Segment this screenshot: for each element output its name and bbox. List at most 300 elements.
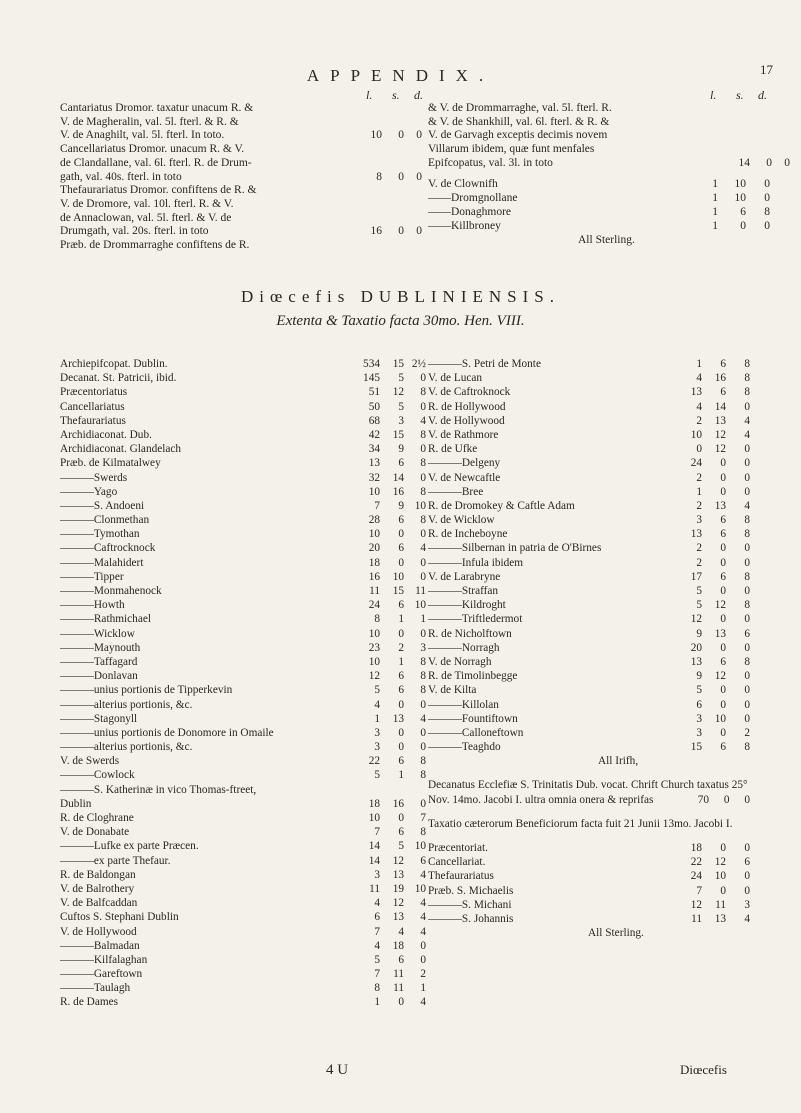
ledger-left-row-pounds: 18 <box>368 797 380 810</box>
ledger-right-row-pounds: 3 <box>696 726 702 739</box>
ledger-left-row-pence: 10 <box>414 499 426 512</box>
top-left-line-text: Præb. de Drommarraghe confiftens de R. <box>60 239 250 252</box>
ledger-left-row <box>60 485 430 499</box>
ledger-left-row <box>60 428 430 442</box>
ledger-right-row-text: ———Bree <box>428 485 484 498</box>
ledger-left-row-pounds: 5 <box>374 769 380 782</box>
ledger-left-row-text: R. de Cloghrane <box>60 812 134 824</box>
ledger-right-row-pounds: 10 <box>690 428 702 441</box>
ledger-left-row-shillings: 12 <box>392 386 404 399</box>
ledger-right-row-text: ———Infula ibidem <box>428 556 524 569</box>
ledger-right-row-pounds: 5 <box>696 684 702 697</box>
ledger-left-row-pence: 0 <box>420 741 426 754</box>
ledger-right-row-shillings: 12 <box>714 428 726 441</box>
ledger-left-row-pence: 4 <box>420 911 426 924</box>
ledger-left-row-pence: 0 <box>420 471 426 484</box>
ledger-left-row-shillings: 12 <box>392 897 404 910</box>
ledger-left-row-shillings: 6 <box>398 684 404 697</box>
ledger-left-row-pounds: 7 <box>374 499 380 512</box>
ledger-left-row <box>60 740 430 754</box>
top-left-lines <box>60 102 420 253</box>
ledger-left-row-text: ———Yago <box>60 485 118 498</box>
taxatio-row <box>428 912 798 926</box>
top-right-item-shillings: 10 <box>734 191 746 204</box>
taxatio-row-text: Præb. S. Michaelis <box>428 884 514 897</box>
top-left-line <box>60 102 420 116</box>
ledger-right-row-shillings: 13 <box>714 627 726 640</box>
ledger-left-row-text: V. de Balrothery <box>60 882 135 895</box>
ledger-left-row-pence: 8 <box>420 457 426 470</box>
ledger-right-row-pence: 0 <box>744 698 750 711</box>
ledger-left-row <box>60 669 430 683</box>
ledger-right-row <box>428 570 798 584</box>
ledger-left-row-pence: 0 <box>420 797 426 810</box>
ledger-left-row-text: Cuftos S. Stephani Dublin <box>60 911 179 924</box>
ledger-right-row-pence: 4 <box>744 428 750 441</box>
ledger-left-row-text: Archiepifcopat. Dublin. <box>60 358 168 370</box>
ledger-left-row <box>60 414 430 428</box>
column-headers-right <box>428 88 788 102</box>
section-subtitle: Extenta & Taxatio facta 30mo. Hen. VIII. <box>276 313 525 329</box>
ledger-right-row-shillings: 6 <box>720 386 726 399</box>
ledger-left-row-text: ———alterius portionis, &c. <box>60 741 193 754</box>
ledger-right-row-text: ———Calloneftown <box>428 726 524 739</box>
ledger-left-row-pence: 0 <box>420 400 426 413</box>
ledger-left-row <box>60 712 430 726</box>
ledger-right-row <box>428 456 798 470</box>
ledger-left-row-pounds: 28 <box>368 514 380 527</box>
ledger-left-rows <box>60 357 430 1010</box>
ledger-right-row-pounds: 2 <box>696 414 702 427</box>
ledger-left-row-text: Thefaurariatus <box>60 414 126 427</box>
ledger-right-row-pounds: 1 <box>696 358 702 370</box>
ledger-left-row-pence: 0 <box>420 372 426 385</box>
top-left-line-text: gath, val. 40s. fterl. in toto <box>60 170 182 183</box>
top-left-line-text: V. de Magheralin, val. 5l. fterl. & R. & <box>60 115 239 128</box>
ledger-left-row-pounds: 3 <box>374 726 380 739</box>
ledger-right-row-pence: 8 <box>744 514 750 527</box>
ledger-left-row <box>60 456 430 470</box>
top-left-line <box>60 225 420 239</box>
ledger-left-row-pounds: 5 <box>374 684 380 697</box>
ledger-left-row <box>60 783 430 797</box>
top-left-line-text: Thefaurariatus Dromor. confiftens de R. & <box>60 184 257 197</box>
ledger-left-row-text: ———Lufke ex parte Præcen. <box>60 840 199 853</box>
header-l: l. <box>366 88 373 102</box>
ledger-right-row <box>428 513 798 527</box>
ledger-left-row-text: V. de Donabate <box>60 826 130 839</box>
page-number: 17 <box>760 62 773 77</box>
ledger-right-row <box>428 655 798 669</box>
ledger-left-row-pence: 10 <box>414 599 426 612</box>
top-right-line <box>428 116 788 130</box>
top-right-line-text: Epifcopatus, val. 3l. in toto <box>428 156 553 169</box>
ledger-left-row <box>60 627 430 641</box>
ledger-right-row-text: ———Silbernan in patria de O'Birnes <box>428 542 602 555</box>
ledger-right-row-pounds: 6 <box>696 698 702 711</box>
ledger-right-row-text: ———Teaghdo <box>428 741 501 754</box>
ledger-left-row-text: Dublin <box>60 797 92 810</box>
taxatio-rows <box>428 841 798 926</box>
ledger-right-row-shillings: 6 <box>720 514 726 527</box>
ledger-right-row-pounds: 2 <box>696 556 702 569</box>
taxatio-row-shillings: 10 <box>714 870 726 883</box>
top-right-lines <box>428 102 788 171</box>
top-right-item-pounds: 1 <box>712 177 718 190</box>
ledger-right-row-pence: 8 <box>744 528 750 541</box>
ledger-right-row <box>428 400 798 414</box>
ledger-right-row-text: R. de Incheboyne <box>428 528 508 541</box>
ledger-left-row <box>60 726 430 740</box>
top-right-item-text: ——Killbroney <box>428 220 501 233</box>
ledger-right-row-pence: 0 <box>744 542 750 555</box>
ledger-left-row-text: ———Tipper <box>60 570 124 583</box>
ledger-left-row-shillings: 9 <box>398 499 404 512</box>
ledger-right-row-pence: 0 <box>744 556 750 569</box>
taxatio-row-shillings: 11 <box>715 898 726 911</box>
ledger-right <box>428 357 798 940</box>
ledger-left-row-pounds: 1 <box>374 996 380 1009</box>
ledger-right-row-pence: 8 <box>744 599 750 612</box>
ledger-left-row-text: ———Malahidert <box>60 556 144 569</box>
ledger-right-row <box>428 385 798 399</box>
ledger-right-row-text: ———S. Petri de Monte <box>428 358 541 370</box>
ledger-left-row-pence: 8 <box>420 485 426 498</box>
ledger-left-row <box>60 527 430 541</box>
ledger-left-row-pence: 0 <box>420 953 426 966</box>
header-d: d. <box>414 88 423 102</box>
top-right-item <box>428 177 788 191</box>
ledger-left-row <box>60 385 430 399</box>
ledger-left-row-pence: 3 <box>420 641 426 654</box>
ledger-left-row-pounds: 8 <box>374 613 380 626</box>
ledger-left-row-pounds: 8 <box>374 982 380 995</box>
ledger-right-row-text: ———Straffan <box>428 585 499 597</box>
ledger-left-row-shillings: 3 <box>398 414 404 427</box>
ledger-left-row-shillings: 1 <box>398 769 404 782</box>
ledger-left-row-shillings: 6 <box>398 670 404 683</box>
ledger-left-row <box>60 825 430 839</box>
ledger-left-row-pence: 4 <box>420 542 426 555</box>
ledger-right-row-shillings: 6 <box>720 655 726 668</box>
top-right-total: All Sterling. <box>578 234 635 247</box>
ledger-right-row-pence: 2 <box>744 726 750 739</box>
ledger-left-row-pence: 0 <box>420 698 426 711</box>
ledger-right-row-shillings: 12 <box>714 670 726 683</box>
ledger-left-row-text: Cancellariatus <box>60 400 125 413</box>
taxatio-row-pence: 6 <box>744 856 750 869</box>
ledger-right-row <box>428 485 798 499</box>
ledger-left <box>60 357 430 1010</box>
ledger-left-row-text: ———Gareftown <box>60 968 143 981</box>
ledger-right-row-pounds: 3 <box>696 514 702 527</box>
top-right-line <box>428 143 788 157</box>
ledger-left-row-pence: 11 <box>415 585 426 597</box>
ledger-left-row-pence: 0 <box>420 528 426 541</box>
taxatio-row <box>428 884 798 898</box>
top-right-item-pounds: 1 <box>712 220 718 233</box>
ledger-left-row-pence: 0 <box>420 726 426 739</box>
ledger-left-row-shillings: 6 <box>398 953 404 966</box>
ledger-right-row-shillings: 6 <box>720 528 726 541</box>
ledger-left-row-text: Decanat. St. Patricii, ibid. <box>60 372 177 385</box>
ledger-right-row-text: V. de Kilta <box>428 684 477 697</box>
ledger-left-row-pence: 4 <box>420 925 426 938</box>
ledger-right-row-shillings: 14 <box>714 400 726 413</box>
ledger-left-row-pence: 8 <box>420 655 426 668</box>
ledger-right-row-text: ———Killolan <box>428 698 499 711</box>
taxatio-row-pounds: 7 <box>696 884 702 897</box>
ledger-left-row-shillings: 0 <box>398 698 404 711</box>
ledger-right-row <box>428 357 798 371</box>
ledger-left-row-shillings: 0 <box>398 556 404 569</box>
ledger-left-row-text: ———Balmadan <box>60 939 140 952</box>
ledger-right-row-shillings: 0 <box>720 726 726 739</box>
ledger-right-row-pence: 8 <box>744 358 750 370</box>
ledger-left-row-pence: 6 <box>420 854 426 867</box>
ledger-right-row-shillings: 0 <box>720 613 726 626</box>
top-right-item <box>428 205 788 219</box>
ledger-right-row-pounds: 2 <box>696 542 702 555</box>
ledger-left-row <box>60 811 430 825</box>
ledger-right-row-text: ———Delgeny <box>428 457 501 470</box>
ledger-left-row-shillings: 0 <box>398 996 404 1009</box>
ledger-left-row <box>60 471 430 485</box>
ledger-left-row-pence: 4 <box>420 712 426 725</box>
top-right-line-pence: 0 <box>784 156 790 169</box>
ledger-left-row-pence: 10 <box>414 882 426 895</box>
ledger-left-row <box>60 556 430 570</box>
ledger-right-row <box>428 669 798 683</box>
header-s: s. <box>736 88 744 102</box>
ledger-left-row-shillings: 6 <box>398 457 404 470</box>
ledger-left-row-shillings: 12 <box>392 854 404 867</box>
taxatio-row <box>428 855 798 869</box>
ledger-left-row-text: ———Taulagh <box>60 982 131 995</box>
ledger-left-row <box>60 939 430 953</box>
top-right-total-row <box>428 233 788 247</box>
ledger-left-row-text: ———alterius portionis, &c. <box>60 698 193 711</box>
ledger-left-row-shillings: 4 <box>398 925 404 938</box>
ledger-left-row-pence: 7 <box>420 812 426 824</box>
top-left-line-text: de Annaclowan, val. 5l. fterl. & V. de <box>60 211 232 224</box>
top-left-line <box>60 171 420 185</box>
ledger-left-row-pence: 4 <box>420 868 426 881</box>
ledger-left-row-text: ———unius portionis de Donomore in Omaile <box>60 726 274 739</box>
catchword: Diœcefis <box>680 1062 727 1077</box>
ledger-left-row-pounds: 11 <box>369 882 380 895</box>
ledger-left-row-text: ———Howth <box>60 599 125 612</box>
ledger-right-row-shillings: 13 <box>714 414 726 427</box>
ledger-left-row-text: R. de Dames <box>60 996 119 1009</box>
ledger-right-row-pounds: 13 <box>690 528 702 541</box>
ledger-right-row-shillings: 0 <box>720 556 726 569</box>
top-right-item-text: ——Dromgnollane <box>428 191 518 204</box>
ledger-left-row-text: ———Rathmichael <box>60 613 151 626</box>
ledger-left-row <box>60 768 430 782</box>
ledger-left-row-pounds: 4 <box>374 939 380 952</box>
ledger-right-row-pounds: 13 <box>690 386 702 399</box>
decanatus-note: Decanatus Ecclefiæ S. Trinitatis Dub. vocat. Chrift Church taxatus 25° Nov. 14mo. Jacobi I. ultra omnia onera & reprifas <box>428 779 748 806</box>
ledger-left-row-shillings: 6 <box>398 542 404 555</box>
right-total: All Irifh, <box>598 755 639 768</box>
ledger-right-row-shillings: 0 <box>720 585 726 597</box>
taxatio-total: All Sterling. <box>588 927 644 940</box>
ledger-right-row-text: ———Norragh <box>428 641 500 654</box>
ledger-left-row <box>60 995 430 1009</box>
top-left-line-pounds: 16 <box>370 225 382 238</box>
ledger-left-row-pounds: 145 <box>363 372 380 385</box>
ledger-right-row-pounds: 5 <box>696 585 702 597</box>
ledger-left-row <box>60 499 430 513</box>
ledger-left-row <box>60 925 430 939</box>
ledger-left-row-shillings: 13 <box>392 911 404 924</box>
ledger-left-row-pounds: 7 <box>374 925 380 938</box>
top-left-line-text: de Clandallane, val. 6l. fterl. R. de Drum- <box>60 156 252 169</box>
ledger-left-row-text: ———Tymothan <box>60 528 140 541</box>
ledger-right-row <box>428 556 798 570</box>
top-right-item <box>428 191 788 205</box>
ledger-right-row-shillings: 12 <box>714 443 726 456</box>
taxatio-row <box>428 841 798 855</box>
ledger-left-row-shillings: 5 <box>398 400 404 413</box>
top-left-line <box>60 184 420 198</box>
ledger-left-row <box>60 868 430 882</box>
ledger-left-row-shillings: 6 <box>398 826 404 839</box>
ledger-left-row-pence: 0 <box>420 570 426 583</box>
ledger-left-row-shillings: 19 <box>392 882 404 895</box>
ledger-right-row-pounds: 20 <box>690 641 702 654</box>
ledger-left-row <box>60 371 430 385</box>
top-right-line <box>428 102 788 116</box>
top-left-line-text: Cancellariatus Dromor. unacum R. & V. <box>60 143 245 156</box>
ledger-left-row-pounds: 18 <box>368 556 380 569</box>
ledger-right-row <box>428 740 798 754</box>
ledger-right-row-text: V. de Larabryne <box>428 570 501 583</box>
ledger-right-row-pence: 8 <box>744 655 750 668</box>
ledger-left-row-pence: 8 <box>420 428 426 441</box>
ledger-left-row-shillings: 0 <box>398 627 404 640</box>
taxatio-row-shillings: 0 <box>720 884 726 897</box>
ledger-left-row <box>60 967 430 981</box>
top-right-item-shillings: 0 <box>740 220 746 233</box>
top-left-line-text: Drumgath, val. 20s. fterl. in toto <box>60 225 209 238</box>
top-left-line <box>60 157 420 171</box>
ledger-right-row-shillings: 12 <box>714 599 726 612</box>
ledger-left-row-text: ———Stagonyll <box>60 712 138 725</box>
ledger-left-row <box>60 953 430 967</box>
top-left-line-text: V. de Anaghilt, val. 5l. fterl. In toto. <box>60 129 225 142</box>
ledger-left-row-pence: 0 <box>420 556 426 569</box>
ledger-left-row <box>60 357 430 371</box>
ledger-right-row-text: V. de Rathmore <box>428 428 499 441</box>
ledger-right-row-text: R. de Ufke <box>428 443 478 456</box>
ledger-right-row-text: V. de Norragh <box>428 655 492 668</box>
ledger-left-row-text: ———Monmahenock <box>60 585 162 597</box>
ledger-right-row-text: ———Fountiftown <box>428 712 518 725</box>
ledger-right-row-shillings: 0 <box>720 457 726 470</box>
top-left-line-pence: 0 <box>416 129 422 142</box>
ledger-right-row <box>428 428 798 442</box>
ledger-right-row-shillings: 0 <box>720 542 726 555</box>
ledger-right-row-pence: 8 <box>744 741 750 754</box>
ledger-left-row-text: ———Donlavan <box>60 670 138 683</box>
ledger-left-row-pounds: 68 <box>368 414 380 427</box>
ledger-left-row <box>60 698 430 712</box>
ledger-left-row-pounds: 534 <box>363 358 380 370</box>
ledger-left-row-text: ———ex parte Thefaur. <box>60 854 171 867</box>
ledger-left-row-pence: 1 <box>420 613 426 626</box>
top-right-column <box>428 88 788 247</box>
taxatio-row-text: Thefaurariatus <box>428 870 494 883</box>
top-right-line <box>428 129 788 143</box>
ledger-right-row-text: ———Triftledermot <box>428 613 523 626</box>
top-left-line-pence: 0 <box>416 170 422 183</box>
top-right-line-text: V. de Garvagh exceptis decimis novem <box>428 129 608 142</box>
decanatus-d: 0 <box>744 793 750 806</box>
taxatio-row-shillings: 13 <box>714 912 726 925</box>
ledger-right-row-text: R. de Timolinbegge <box>428 670 518 683</box>
ledger-left-row-shillings: 1 <box>398 613 404 626</box>
ledger-right-row-shillings: 16 <box>714 372 726 385</box>
ledger-left-row-pence: 2½ <box>411 358 426 370</box>
ledger-left-row-pounds: 3 <box>374 741 380 754</box>
ledger-right-row-pounds: 0 <box>696 443 702 456</box>
top-right-line-shillings: 0 <box>766 156 772 169</box>
ledger-right-row-text: R. de Hollywood <box>428 400 506 413</box>
ledger-left-row-pence: 8 <box>420 769 426 782</box>
ledger-left-row-pence: 8 <box>420 514 426 527</box>
top-left-line-text: Cantariatus Dromor. taxatur unacum R. & <box>60 102 254 114</box>
taxatio-total-row <box>428 926 798 940</box>
decanatus-s: 0 <box>723 793 730 806</box>
ledger-right-row <box>428 442 798 456</box>
ledger-left-row-pence: 0 <box>420 443 426 456</box>
ledger-left-row <box>60 655 430 669</box>
ledger-left-row <box>60 612 430 626</box>
ledger-right-row <box>428 683 798 697</box>
taxatio-row-pounds: 18 <box>690 842 702 855</box>
ledger-left-row-pence: 0 <box>420 939 426 952</box>
ledger-left-row-pounds: 50 <box>368 400 380 413</box>
ledger-left-row-pence: 2 <box>420 968 426 981</box>
taxatio-row <box>428 898 798 912</box>
ledger-left-row-pence: 10 <box>414 840 426 853</box>
ledger-left-row <box>60 584 430 598</box>
ledger-left-row <box>60 598 430 612</box>
top-right-item-pounds: 1 <box>712 191 718 204</box>
ledger-left-row-text: V. de Swerds <box>60 755 120 768</box>
ledger-left-row <box>60 754 430 768</box>
ledger-right-row-shillings: 0 <box>720 698 726 711</box>
ledger-left-row-shillings: 0 <box>398 812 404 824</box>
ledger-right-row-pence: 0 <box>744 712 750 725</box>
decanatus-l: 70 <box>697 793 710 806</box>
ledger-left-row-pounds: 10 <box>368 485 380 498</box>
taxatio-row-text: Præcentoriat. <box>428 842 488 855</box>
ledger-left-row-shillings: 6 <box>398 514 404 527</box>
ledger-left-row-shillings: 10 <box>392 570 404 583</box>
ledger-left-row-shillings: 15 <box>392 585 404 597</box>
taxatio-row-shillings: 12 <box>714 856 726 869</box>
ledger-left-row-shillings: 2 <box>398 641 404 654</box>
ledger-left-row-text: ———Swerds <box>60 471 128 484</box>
ledger-right-row <box>428 726 798 740</box>
decanatus-block <box>428 778 798 806</box>
ledger-left-row-pounds: 16 <box>368 570 380 583</box>
ledger-left-row-text: ———S. Katherinæ in vico Thomas-ftreet, <box>60 783 257 796</box>
top-right-line-text: & V. de Shankhill, val. 6l. fterl. & R. & <box>428 115 610 128</box>
